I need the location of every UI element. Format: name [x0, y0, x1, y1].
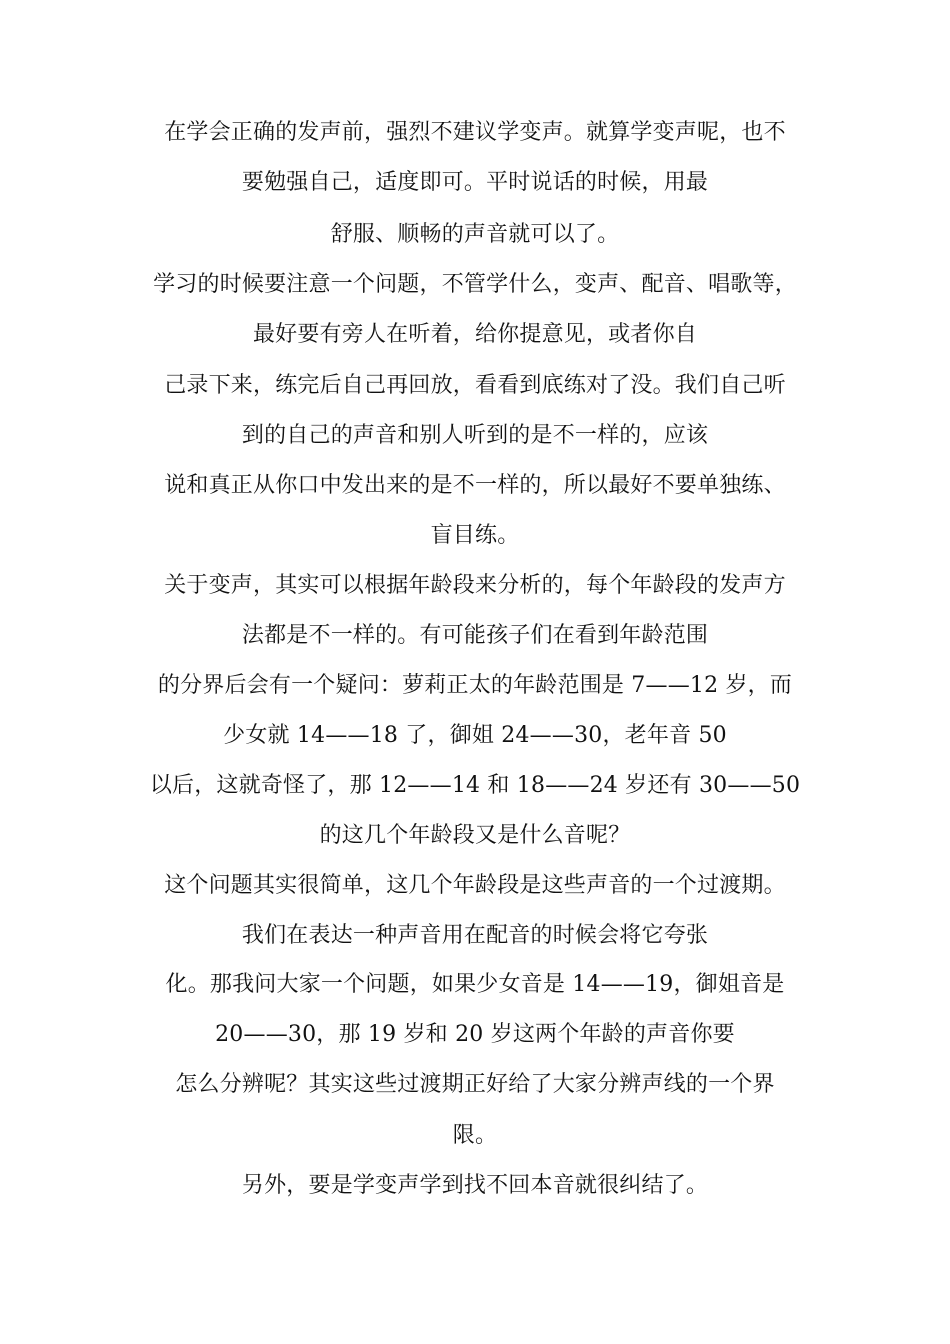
- text-line: 限。: [452, 1123, 498, 1148]
- text-line: 法都是不一样的。有可能孩子们在看到年龄范围: [241, 623, 709, 648]
- text-line: 化。那我问大家一个问题，如果少女音是 14——19，御姐音是: [165, 972, 785, 997]
- text-line: 要勉强自己，适度即可。平时说话的时候，用最: [241, 170, 709, 195]
- text-line: 到的自己的声音和别人听到的是不一样的，应该: [241, 423, 709, 448]
- text-line: 学习的时候要注意一个问题，不管学什么，变声、配音、唱歌等，: [153, 272, 797, 297]
- text-line: 舒服、顺畅的声音就可以了。: [330, 222, 620, 247]
- text-line: 我们在表达一种声音用在配音的时候会将它夸张: [241, 923, 709, 948]
- text-line: 的分界后会有一个疑问：萝莉正太的年龄范围是 7——12 岁，而: [157, 673, 793, 698]
- text-line: 以后，这就奇怪了，那 12——14 和 18——24 岁还有 30——50: [149, 773, 801, 798]
- text-line: 怎么分辨呢？其实这些过渡期正好给了大家分辨声线的一个界: [175, 1072, 775, 1097]
- text-line: 20——30，那 19 岁和 20 岁这两个年龄的声音你要: [215, 1022, 735, 1047]
- text-line: 关于变声，其实可以根据年龄段来分析的，每个年龄段的发声方: [164, 573, 786, 598]
- text-line: 在学会正确的发声前，强烈不建议学变声。就算学变声呢，也不: [164, 120, 786, 145]
- text-line: 盲目练。: [430, 523, 520, 548]
- text-line: 少女就 14——18 了，御姐 24——30，老年音 50: [223, 723, 727, 748]
- text-line: 己录下来，练完后自己再回放，看看到底练对了没。我们自己听: [164, 373, 786, 398]
- text-line: 另外，要是学变声学到找不回本音就很纠结了。: [241, 1173, 709, 1198]
- text-line: 的这几个年龄段又是什么音呢？: [319, 823, 631, 848]
- text-line: 说和真正从你口中发出来的是不一样的，所以最好不要单独练、: [164, 473, 786, 498]
- text-line: 最好要有旁人在听着，给你提意见，或者你自: [252, 322, 697, 347]
- text-line: 这个问题其实很简单，这几个年龄段是这些声音的一个过渡期。: [164, 873, 786, 898]
